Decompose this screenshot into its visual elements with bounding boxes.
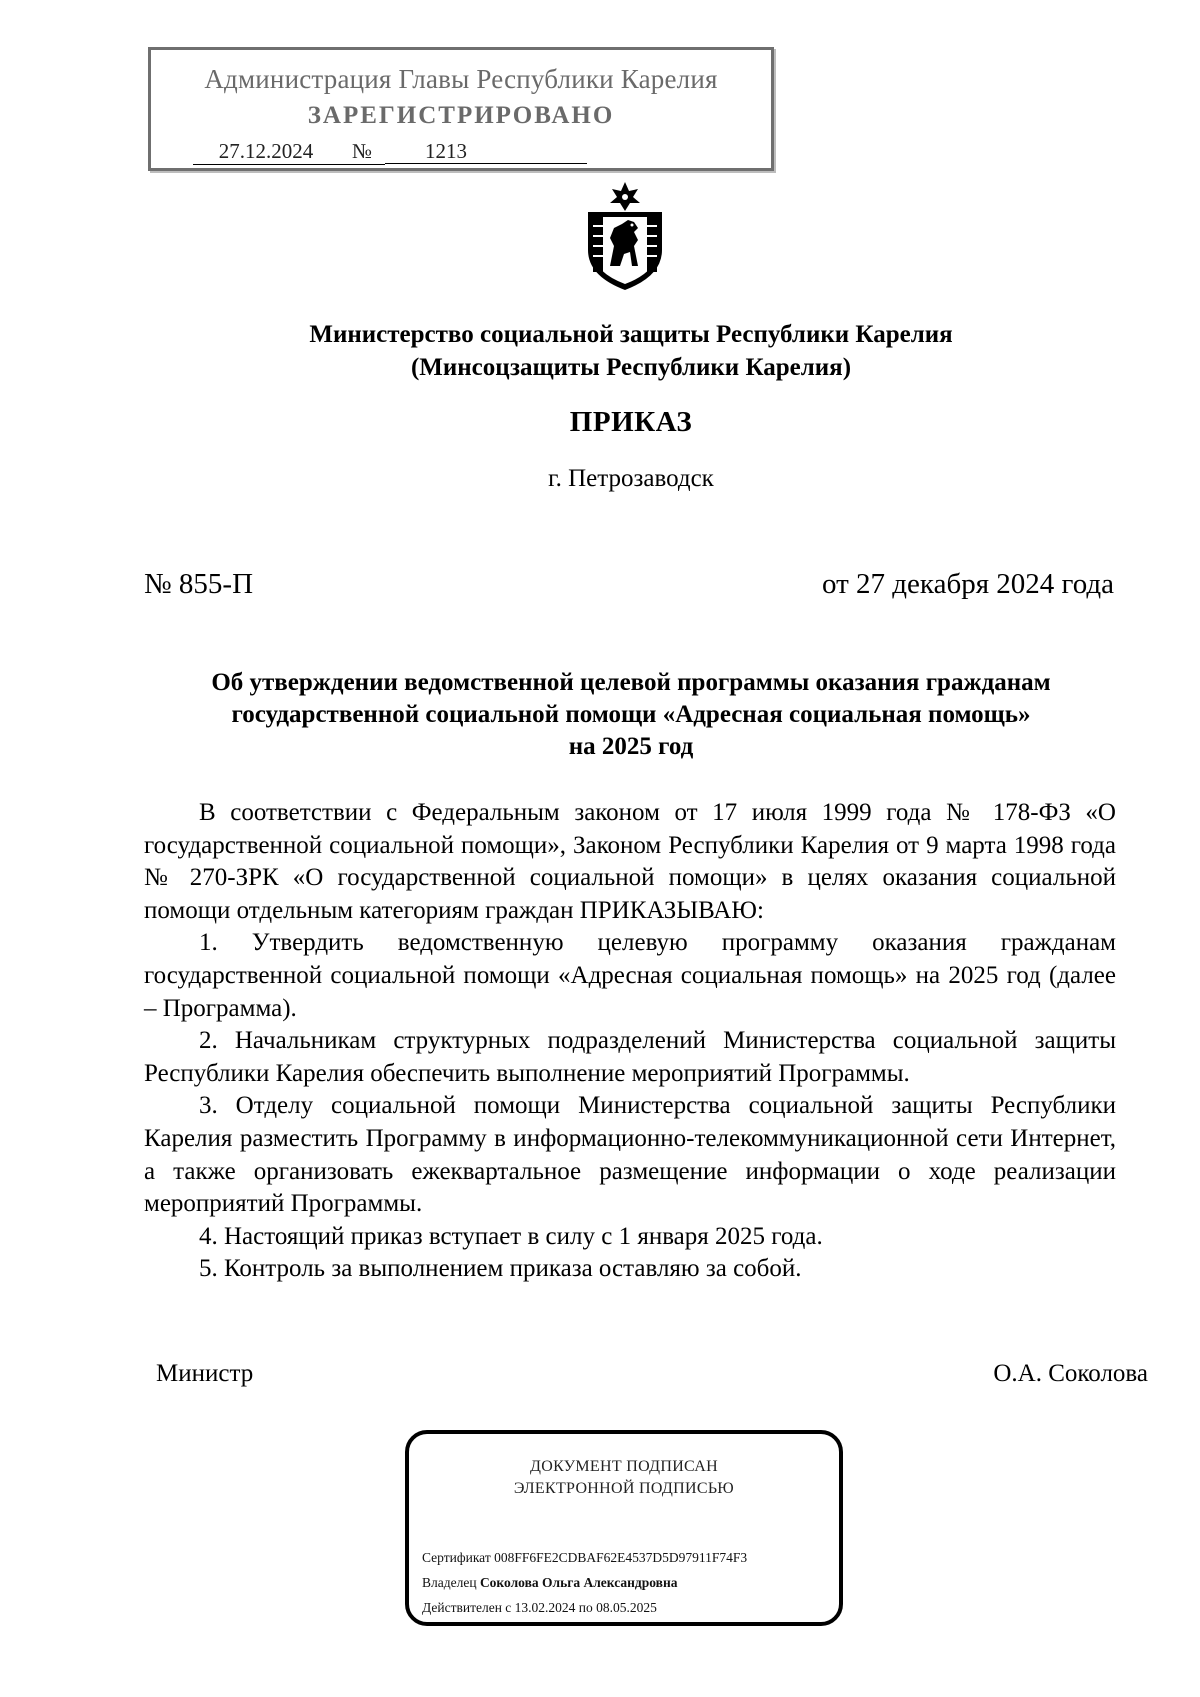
order-body bbox=[144, 797, 1116, 1286]
city: г. Петрозаводск bbox=[548, 465, 714, 492]
document-type: ПРИКАЗ bbox=[569, 406, 693, 438]
esig-owner-label: Владелец bbox=[422, 1575, 477, 1590]
subject-line2: государственной социальной помощи «Адресная социальная помощь» bbox=[231, 701, 1031, 728]
esig-certificate-row bbox=[422, 1550, 747, 1566]
signatory-name: О.А. Соколова bbox=[993, 1360, 1148, 1387]
order-subject bbox=[0, 667, 1200, 763]
esig-valid-from: 13.02.2024 bbox=[514, 1600, 576, 1615]
esig-validity-row bbox=[422, 1600, 657, 1616]
order-number: № 855-П bbox=[144, 568, 254, 600]
body-item-1: 1. Утвердить ведомственную целевую программу оказания гражданам государственной социальной помощи «Адресная социальная помощь» на 2025 год (далее – Программа). bbox=[144, 929, 1116, 1022]
karelia-coat-of-arms-icon bbox=[580, 180, 670, 292]
registration-number-label: № bbox=[339, 138, 385, 165]
esig-certificate: 008FF6FE2CDBAF62E4537D5D97911F74F3 bbox=[494, 1550, 748, 1565]
registration-stamp bbox=[148, 47, 774, 171]
order-date: от 27 декабря 2024 года bbox=[822, 568, 1114, 600]
esig-title-line1: ДОКУМЕНТ ПОДПИСАН bbox=[530, 1458, 718, 1475]
registration-status: ЗАРЕГИСТРИРОВАНО bbox=[307, 102, 615, 129]
esig-owner-row bbox=[422, 1575, 678, 1591]
registration-date: 27.12.2024 bbox=[193, 138, 339, 165]
body-item-3: 3. Отделу социальной помощи Министерства социальной защиты Республики Карелия разместить Программу в информационно-телекоммуникационной сети Интернет, а также организовать ежеквартальное размещение информации о ходе реализации мероприятий Программы. bbox=[144, 1092, 1116, 1218]
esig-title bbox=[409, 1456, 839, 1500]
subject-line1: Об утверждении ведомственной целевой программы оказания гражданам bbox=[211, 669, 1051, 696]
body-item-4: 4. Настоящий приказ вступает в силу с 1 января 2025 года. bbox=[199, 1222, 823, 1250]
body-preamble: В соответствии с Федеральным законом от 17 июля 1999 года № 178-ФЗ «О государственной социальной помощи», Законом Республики Карелия от 9 марта 1998 года № 270-ЗРК «О государственной социальной помощи» в целях оказания социальной помощи отдельным категориям граждан ПРИКАЗЫВАЮ: bbox=[144, 799, 1116, 924]
body-item-2: 2. Начальникам структурных подразделений Министерства социальной защиты Республики Карелия обеспечить выполнение мероприятий Программы. bbox=[144, 1027, 1116, 1087]
electronic-signature-stamp bbox=[405, 1430, 843, 1626]
registration-organization: Администрация Главы Республики Карелия bbox=[204, 64, 718, 94]
ministry-name bbox=[0, 318, 1200, 384]
esig-owner: Соколова Ольга Александровна bbox=[479, 1575, 678, 1590]
registration-number: 1213 bbox=[385, 138, 587, 164]
body-item-5: 5. Контроль за выполнением приказа оставляю за собой. bbox=[199, 1255, 802, 1283]
esig-valid-label: Действителен с bbox=[422, 1600, 512, 1615]
ministry-name-line1: Министерство социальной защиты Республики Карелия bbox=[309, 321, 953, 348]
esig-certificate-label: Сертификат bbox=[422, 1550, 491, 1565]
esig-title-line2: ЭЛЕКТРОННОЙ ПОДПИСЬЮ bbox=[513, 1480, 735, 1497]
esig-valid-to: 08.05.2025 bbox=[596, 1600, 657, 1615]
ministry-name-line2: (Минсоцзащиты Республики Карелия) bbox=[410, 354, 852, 381]
subject-line3: на 2025 год bbox=[568, 733, 694, 760]
esig-valid-to-label: по bbox=[578, 1600, 593, 1615]
signatory-role: Министр bbox=[156, 1360, 254, 1387]
